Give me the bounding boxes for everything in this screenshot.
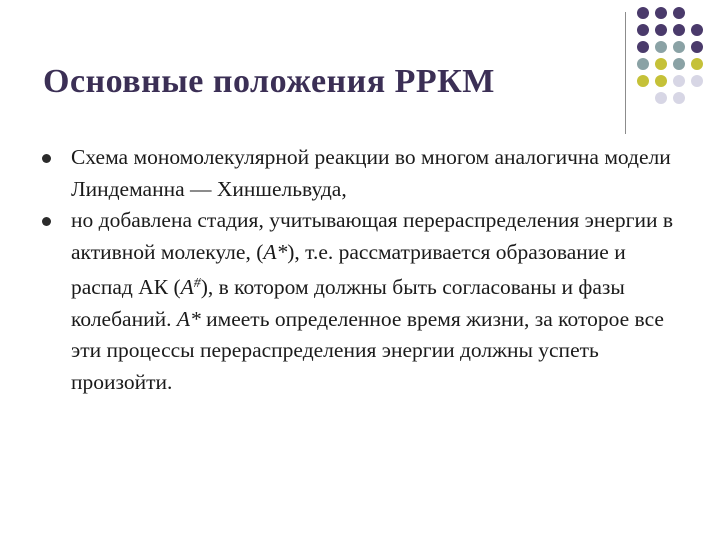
bullet-text-1: Схема мономолекулярной реакции во многом аналогична модели Линдеманна — Хиншельвуда, <box>71 145 671 201</box>
decorative-dot-grid <box>637 7 703 104</box>
activated-complex-symbol: A <box>180 275 194 299</box>
bullet-dot-icon <box>42 154 51 163</box>
decorative-dot <box>691 58 703 70</box>
decorative-dot <box>655 92 667 104</box>
decorative-dot <box>637 75 649 87</box>
vertical-divider <box>625 12 626 134</box>
bullet-dot-icon <box>42 217 51 226</box>
decorative-dot <box>637 41 649 53</box>
decorative-dot <box>691 92 703 104</box>
bullet-item-1 <box>40 142 680 205</box>
decorative-dot <box>637 58 649 70</box>
bullet-2-part-2: ), т.е. рассматривается образование и распад АК ( <box>71 239 626 299</box>
decorative-dot <box>691 7 703 19</box>
bullet-2-part-1: но добавлена стадия, учитывающая перераспределения энергии в активной молекуле, ( <box>71 208 674 264</box>
decorative-dot <box>655 41 667 53</box>
decorative-dot <box>655 58 667 70</box>
decorative-dot <box>691 41 703 53</box>
decorative-dot <box>637 7 649 19</box>
bullet-2-part-4: имееть определенное время жизни, за которое все эти процессы перераспределения энергии должны успеть произойти. <box>71 306 664 394</box>
decorative-dot <box>655 75 667 87</box>
decorative-dot <box>673 41 685 53</box>
bullet-text-2 <box>71 208 673 394</box>
decorative-dot <box>637 92 649 104</box>
decorative-dot <box>673 24 685 36</box>
bullet-item-2 <box>40 205 680 398</box>
decorative-dot <box>691 24 703 36</box>
decorative-dot <box>637 24 649 36</box>
bullet-list <box>40 142 680 398</box>
activated-complex-superscript: # <box>193 276 201 291</box>
decorative-dot <box>673 92 685 104</box>
decorative-dot <box>691 75 703 87</box>
bullet-2-part-3: ), в котором должны быть согласованы и фазы колебаний. <box>71 275 625 331</box>
active-molecule-symbol-2: A* <box>176 306 201 331</box>
decorative-dot <box>673 7 685 19</box>
slide-title: Основные положения РРКМ <box>43 63 495 100</box>
decorative-dot <box>673 75 685 87</box>
active-molecule-symbol: A* <box>263 239 288 264</box>
decorative-dot <box>655 24 667 36</box>
decorative-dot <box>673 58 685 70</box>
decorative-dot <box>655 7 667 19</box>
